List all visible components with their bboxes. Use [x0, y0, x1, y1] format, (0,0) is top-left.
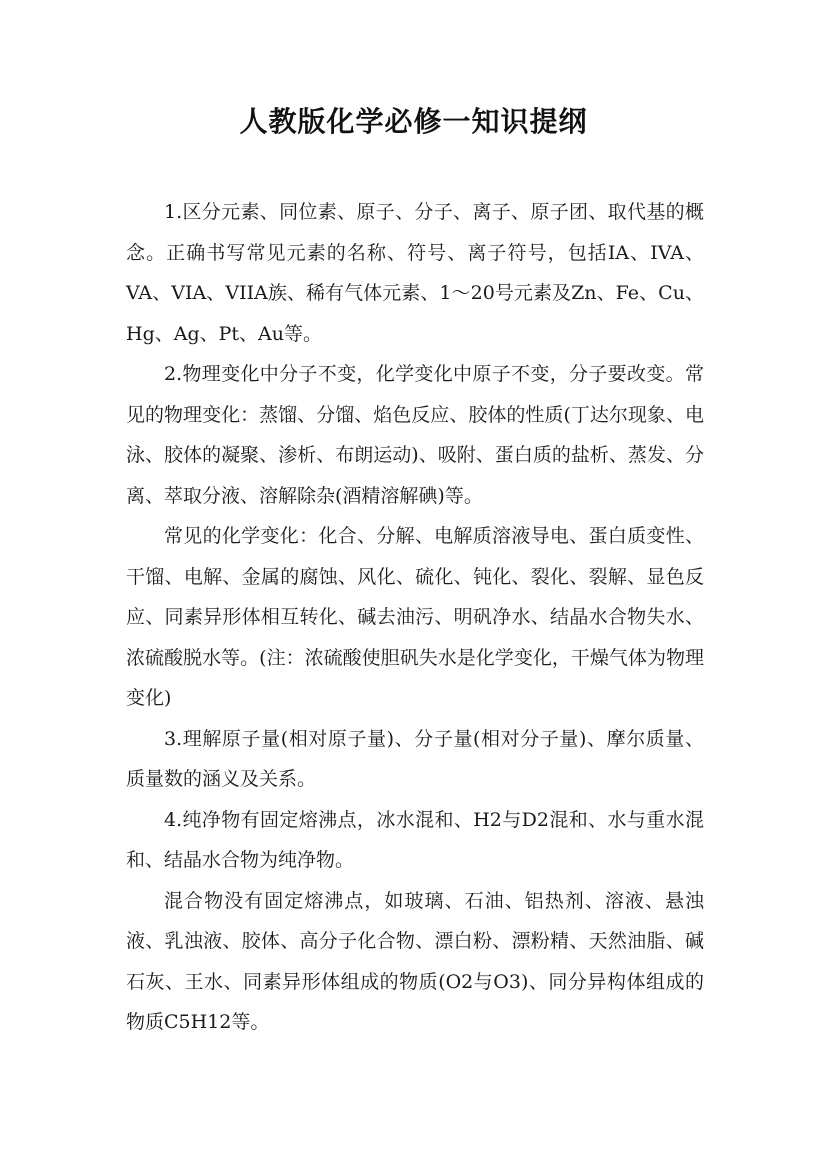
paragraph-5: 4.纯净物有固定熔沸点，冰水混和、H2与D2混和、水与重水混和、结晶水合物为纯净物。 — [126, 808, 704, 871]
paragraph-3: 常见的化学变化：化合、分解、电解质溶液导电、蛋白质变性、干馏、电解、金属的腐蚀、风化、硫化、钝化、裂化、裂解、显色反应、同素异形体相互转化、碱去油污、明矾净水、结晶水合物失水、浓硫酸脱水等。(注：浓硫酸使胆矾失水是化学变化，干燥气体为物理变化) — [126, 525, 704, 709]
paragraph-6: 混合物没有固定熔沸点，如玻璃、石油、铝热剂、溶液、悬浊液、乳浊液、胶体、高分子化合物、漂白粉、漂粉精、天然油脂、碱石灰、王水、同素异形体组成的物质(O2与O3)、同分异构体组成的物质C5H12等。 — [126, 889, 704, 1033]
document-title: 人教版化学必修一知识提纲 — [239, 105, 588, 138]
paragraph-1: 1.区分元素、同位素、原子、分子、离子、原子团、取代基的概念。正确书写常见元素的名称、符号、离子符号，包括IA、IVA、VA、VIA、VIIA族、稀有气体元素、1～20号元素及Zn、Fe、Cu、Hg、Ag、Pt、Au等。 — [126, 201, 704, 345]
document-body — [126, 192, 704, 1043]
paragraph-2: 2.物理变化中分子不变，化学变化中原子不变，分子要改变。常见的物理变化：蒸馏、分馏、焰色反应、胶体的性质(丁达尔现象、电泳、胶体的凝聚、渗析、布朗运动)、吸附、蛋白质的盐析、蒸发、分离、萃取分液、溶解除杂(酒精溶解碘)等。 — [126, 363, 704, 507]
paragraph-4: 3.理解原子量(相对原子量)、分子量(相对分子量)、摩尔质量、质量数的涵义及关系。 — [126, 727, 704, 790]
